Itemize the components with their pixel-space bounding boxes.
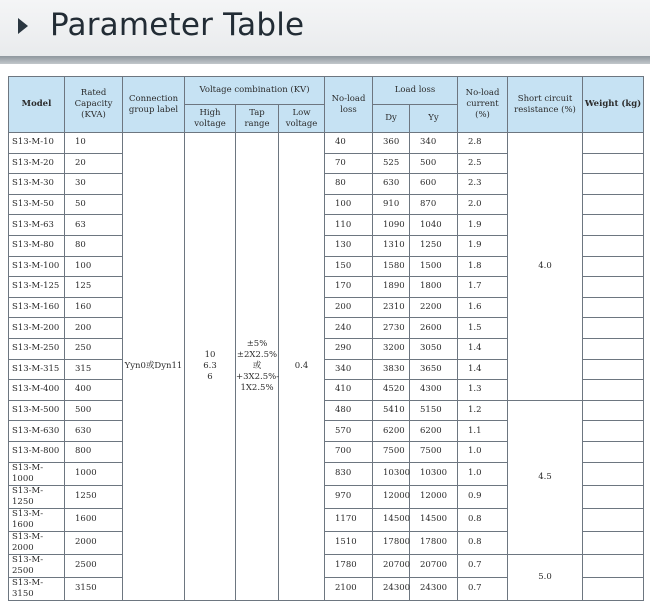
cell-no-load-current: 1.4 — [458, 338, 508, 359]
cell-low-voltage: 0.4 — [279, 133, 325, 601]
cell-weight — [583, 400, 644, 421]
cell-model: S13-M-2500 — [9, 554, 65, 577]
header-voltage-combination: Voltage combination (KV) — [185, 77, 325, 105]
cell-model: S13-M-80 — [9, 235, 65, 256]
cell-no-load-current: 1.6 — [458, 297, 508, 318]
cell-load-loss-yy: 3050 — [410, 338, 458, 359]
cell-load-loss-dy: 2310 — [373, 297, 410, 318]
cell-capacity: 63 — [65, 215, 123, 236]
cell-weight — [583, 359, 644, 380]
cell-weight — [583, 133, 644, 154]
cell-weight — [583, 215, 644, 236]
cell-weight — [583, 485, 644, 508]
cell-weight — [583, 508, 644, 531]
parameter-table — [8, 76, 644, 601]
cell-no-load-loss: 100 — [325, 194, 373, 215]
cell-no-load-loss: 240 — [325, 318, 373, 339]
cell-no-load-loss: 340 — [325, 359, 373, 380]
cell-load-loss-dy: 1580 — [373, 256, 410, 277]
cell-load-loss-dy: 630 — [373, 174, 410, 195]
cell-no-load-loss: 200 — [325, 297, 373, 318]
header-load-loss: Load loss — [373, 77, 458, 105]
cell-no-load-current: 1.0 — [458, 462, 508, 485]
cell-capacity: 315 — [65, 359, 123, 380]
cell-weight — [583, 318, 644, 339]
cell-model: S13-M-2000 — [9, 531, 65, 554]
cell-no-load-current: 1.2 — [458, 400, 508, 421]
cell-capacity: 2000 — [65, 531, 123, 554]
cell-no-load-loss: 70 — [325, 153, 373, 174]
cell-load-loss-yy: 20700 — [410, 554, 458, 577]
cell-capacity: 500 — [65, 400, 123, 421]
cell-line: ±5% — [246, 338, 268, 349]
header-connection-group: Connection group label — [123, 77, 185, 133]
cell-capacity: 250 — [65, 338, 123, 359]
cell-load-loss-dy: 910 — [373, 194, 410, 215]
cell-load-loss-dy: 12000 — [373, 485, 410, 508]
cell-load-loss-yy: 1500 — [410, 256, 458, 277]
cell-load-loss-dy: 3830 — [373, 359, 410, 380]
cell-load-loss-dy: 7500 — [373, 441, 410, 462]
cell-capacity: 125 — [65, 277, 123, 298]
cell-weight — [583, 577, 644, 600]
cell-line: ±2X2.5% — [236, 349, 278, 360]
cell-weight — [583, 531, 644, 554]
cell-line: +3X2.5%- — [236, 371, 280, 382]
cell-capacity: 400 — [65, 380, 123, 401]
cell-load-loss-dy: 6200 — [373, 421, 410, 442]
cell-no-load-loss: 130 — [325, 235, 373, 256]
cell-load-loss-yy: 24300 — [410, 577, 458, 600]
page-header — [0, 0, 650, 56]
cell-no-load-loss: 570 — [325, 421, 373, 442]
cell-line: 1X2.5% — [240, 382, 274, 393]
cell-capacity: 1600 — [65, 508, 123, 531]
cell-capacity: 80 — [65, 235, 123, 256]
cell-model: S13-M-800 — [9, 441, 65, 462]
cell-load-loss-dy: 24300 — [373, 577, 410, 600]
cell-no-load-current: 1.7 — [458, 277, 508, 298]
triangle-bullet-icon — [18, 18, 28, 34]
cell-model: S13-M-630 — [9, 421, 65, 442]
cell-no-load-loss: 80 — [325, 174, 373, 195]
table-row — [9, 400, 644, 421]
cell-model: S13-M-30 — [9, 174, 65, 195]
cell-no-load-current: 1.0 — [458, 441, 508, 462]
cell-load-loss-yy: 2200 — [410, 297, 458, 318]
header-no-load-current: No-load current (%) — [458, 77, 508, 133]
cell-no-load-loss: 2100 — [325, 577, 373, 600]
cell-load-loss-yy: 500 — [410, 153, 458, 174]
cell-no-load-loss: 40 — [325, 133, 373, 154]
header-tap-range: Tap range — [236, 105, 279, 133]
cell-no-load-loss: 700 — [325, 441, 373, 462]
cell-weight — [583, 297, 644, 318]
cell-no-load-current: 1.9 — [458, 215, 508, 236]
cell-load-loss-yy: 1250 — [410, 235, 458, 256]
cell-weight — [583, 256, 644, 277]
table-row — [9, 133, 644, 154]
cell-no-load-current: 1.9 — [458, 235, 508, 256]
header-low-voltage: Low voltage — [279, 105, 325, 133]
cell-load-loss-dy: 5410 — [373, 400, 410, 421]
cell-no-load-current: 0.8 — [458, 531, 508, 554]
cell-no-load-loss: 480 — [325, 400, 373, 421]
cell-load-loss-dy: 20700 — [373, 554, 410, 577]
cell-capacity: 1000 — [65, 462, 123, 485]
cell-no-load-current: 1.5 — [458, 318, 508, 339]
cell-no-load-current: 2.0 — [458, 194, 508, 215]
header-divider — [0, 56, 650, 64]
cell-load-loss-yy: 17800 — [410, 531, 458, 554]
cell-load-loss-dy: 360 — [373, 133, 410, 154]
cell-model: S13-M-100 — [9, 256, 65, 277]
cell-load-loss-dy: 1890 — [373, 277, 410, 298]
cell-capacity: 630 — [65, 421, 123, 442]
cell-weight — [583, 421, 644, 442]
header-yy: Yy — [410, 105, 458, 133]
cell-load-loss-yy: 10300 — [410, 462, 458, 485]
cell-line: 6 — [207, 371, 213, 382]
cell-capacity: 10 — [65, 133, 123, 154]
header-dy: Dy — [373, 105, 410, 133]
cell-no-load-current: 2.5 — [458, 153, 508, 174]
cell-line: 10 — [204, 349, 216, 360]
cell-no-load-current: 2.3 — [458, 174, 508, 195]
cell-no-load-current: 0.7 — [458, 554, 508, 577]
cell-model: S13-M-20 — [9, 153, 65, 174]
cell-capacity: 20 — [65, 153, 123, 174]
cell-load-loss-dy: 10300 — [373, 462, 410, 485]
cell-load-loss-yy: 7500 — [410, 441, 458, 462]
cell-capacity: 800 — [65, 441, 123, 462]
page-title: Parameter Table — [50, 7, 305, 43]
cell-weight — [583, 194, 644, 215]
cell-model: S13-M-250 — [9, 338, 65, 359]
cell-connection-group: Yyn0或Dyn11 — [123, 133, 185, 601]
cell-weight — [583, 235, 644, 256]
cell-load-loss-dy: 17800 — [373, 531, 410, 554]
cell-load-loss-dy: 2730 — [373, 318, 410, 339]
cell-no-load-current: 1.1 — [458, 421, 508, 442]
cell-no-load-loss: 970 — [325, 485, 373, 508]
cell-model: S13-M-10 — [9, 133, 65, 154]
cell-load-loss-dy: 1310 — [373, 235, 410, 256]
cell-capacity: 100 — [65, 256, 123, 277]
cell-weight — [583, 174, 644, 195]
cell-short-circuit-resistance: 5.0 — [508, 554, 583, 600]
cell-load-loss-yy: 12000 — [410, 485, 458, 508]
cell-load-loss-yy: 4300 — [410, 380, 458, 401]
cell-no-load-loss: 150 — [325, 256, 373, 277]
cell-load-loss-yy: 870 — [410, 194, 458, 215]
cell-no-load-loss: 290 — [325, 338, 373, 359]
cell-load-loss-yy: 2600 — [410, 318, 458, 339]
header-weight: Weight (kg) — [583, 77, 644, 133]
cell-no-load-loss: 1780 — [325, 554, 373, 577]
cell-load-loss-yy: 1800 — [410, 277, 458, 298]
cell-no-load-current: 0.7 — [458, 577, 508, 600]
cell-no-load-loss: 410 — [325, 380, 373, 401]
cell-no-load-loss: 1170 — [325, 508, 373, 531]
cell-model: S13-M-400 — [9, 380, 65, 401]
cell-model: S13-M-1600 — [9, 508, 65, 531]
cell-capacity: 160 — [65, 297, 123, 318]
cell-weight — [583, 153, 644, 174]
cell-model: S13-M-160 — [9, 297, 65, 318]
cell-capacity: 2500 — [65, 554, 123, 577]
cell-model: S13-M-1000 — [9, 462, 65, 485]
table-body — [9, 133, 644, 601]
cell-no-load-current: 1.8 — [458, 256, 508, 277]
cell-weight — [583, 462, 644, 485]
cell-short-circuit-resistance: 4.0 — [508, 133, 583, 401]
cell-weight — [583, 441, 644, 462]
cell-load-loss-dy: 3200 — [373, 338, 410, 359]
cell-load-loss-yy: 1040 — [410, 215, 458, 236]
header-high-voltage: High voltage — [185, 105, 236, 133]
cell-capacity: 200 — [65, 318, 123, 339]
cell-model: S13-M-63 — [9, 215, 65, 236]
cell-no-load-loss: 1510 — [325, 531, 373, 554]
cell-line: 或 — [252, 360, 262, 371]
cell-load-loss-yy: 3650 — [410, 359, 458, 380]
cell-no-load-current: 1.3 — [458, 380, 508, 401]
cell-weight — [583, 338, 644, 359]
cell-model: S13-M-50 — [9, 194, 65, 215]
cell-model: S13-M-1250 — [9, 485, 65, 508]
cell-load-loss-yy: 14500 — [410, 508, 458, 531]
cell-model: S13-M-200 — [9, 318, 65, 339]
cell-load-loss-dy: 4520 — [373, 380, 410, 401]
cell-line: 6.3 — [203, 360, 217, 371]
cell-capacity: 3150 — [65, 577, 123, 600]
cell-tap-range — [236, 133, 279, 601]
cell-load-loss-yy: 6200 — [410, 421, 458, 442]
header-short-circuit-resistance: Short circuit resistance (%) — [508, 77, 583, 133]
cell-capacity: 1250 — [65, 485, 123, 508]
cell-no-load-current: 0.9 — [458, 485, 508, 508]
cell-load-loss-yy: 600 — [410, 174, 458, 195]
cell-no-load-current: 0.8 — [458, 508, 508, 531]
header-rated-capacity: Rated Capacity (KVA) — [65, 77, 123, 133]
cell-model: S13-M-3150 — [9, 577, 65, 600]
cell-no-load-loss: 170 — [325, 277, 373, 298]
cell-load-loss-yy: 5150 — [410, 400, 458, 421]
cell-no-load-current: 1.4 — [458, 359, 508, 380]
cell-load-loss-dy: 525 — [373, 153, 410, 174]
cell-load-loss-yy: 340 — [410, 133, 458, 154]
cell-capacity: 50 — [65, 194, 123, 215]
cell-no-load-loss: 830 — [325, 462, 373, 485]
cell-no-load-current: 2.8 — [458, 133, 508, 154]
cell-load-loss-dy: 1090 — [373, 215, 410, 236]
header-model: Model — [9, 77, 65, 133]
cell-no-load-loss: 110 — [325, 215, 373, 236]
cell-weight — [583, 277, 644, 298]
cell-model: S13-M-125 — [9, 277, 65, 298]
cell-capacity: 30 — [65, 174, 123, 195]
cell-short-circuit-resistance: 4.5 — [508, 400, 583, 554]
cell-high-voltage — [185, 133, 236, 601]
cell-load-loss-dy: 14500 — [373, 508, 410, 531]
cell-model: S13-M-315 — [9, 359, 65, 380]
cell-model: S13-M-500 — [9, 400, 65, 421]
header-no-load-loss: No-load loss — [325, 77, 373, 133]
cell-weight — [583, 380, 644, 401]
